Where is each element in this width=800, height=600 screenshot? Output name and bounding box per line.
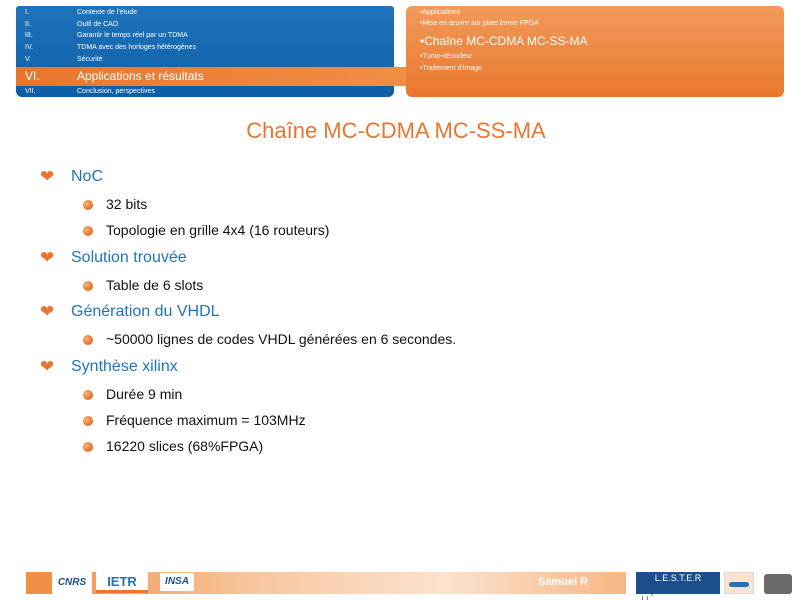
outline-panel [16, 6, 394, 97]
outline-item[interactable] [16, 86, 394, 98]
insa-logo: INSA [160, 573, 194, 591]
slide-nav-button[interactable] [764, 574, 792, 594]
orange-dot-icon [83, 442, 93, 452]
subsection-item[interactable]: •Mise en œuvre sur plate forme FPGA [420, 20, 539, 27]
heart-bullet-icon: ❤ [40, 167, 55, 186]
wave-icon [729, 582, 749, 587]
heart-bullet-icon: ❤ [40, 248, 55, 267]
subsection-item-current[interactable]: •Chaîne MC-CDMA MC-SS-MA [420, 34, 588, 48]
outline-item-number: I. [25, 9, 29, 16]
orange-dot-icon [83, 200, 93, 210]
orange-dot-icon [83, 335, 93, 345]
orange-dot-icon [83, 390, 93, 400]
outline-item-active[interactable] [16, 67, 413, 86]
subsections-panel [406, 6, 784, 97]
outline-item-label: Garantir le temps réel par un TDMA [77, 32, 188, 39]
slide-title: Chaîne MC-CDMA MC-SS-MA [246, 118, 546, 143]
outline-item-label: Conclusion, perspectives [77, 88, 155, 95]
subsection-item[interactable]: •Traitement d'image [420, 65, 482, 72]
subsection-item[interactable]: •Applications [420, 9, 461, 16]
outline-item[interactable] [16, 30, 394, 42]
bullet-item-label: Durée 9 min [106, 386, 183, 402]
orange-dot-icon [83, 226, 93, 236]
cnrs-logo: CNRS [52, 572, 92, 594]
heart-bullet-icon: ❤ [40, 357, 55, 376]
bullet-item-label: Table de 6 slots [106, 277, 204, 293]
bullet-item-label: Topologie en grille 4x4 (16 routeurs) [106, 222, 330, 238]
outline-item[interactable] [16, 54, 394, 66]
bullet-heading-label: Synthèse xilinx [71, 358, 178, 375]
footer-square [26, 572, 52, 594]
orange-dot-icon [83, 416, 93, 426]
outline-item-label: Contexte de l'étude [77, 9, 138, 16]
bullet-item-label: ~50000 lignes de codes VHDL générées en 6 secondes. [106, 331, 457, 347]
outline-item-number: II. [25, 21, 31, 28]
bullet-heading-label: NoC [71, 168, 104, 185]
lester-logo: L.E.S.T.E.R [636, 572, 720, 594]
outline-item-number: VII. [25, 88, 36, 95]
orange-dot-icon [83, 281, 93, 291]
ubs-logo [724, 572, 754, 594]
outline-item-label: Sécurité [77, 56, 103, 63]
bullet-item-label: 16220 slices (68%FPGA) [106, 438, 264, 454]
outline-item-number: IV. [25, 44, 33, 51]
outline-item-label: Outil de CAO [77, 21, 119, 28]
subsection-item[interactable]: •Turbo-décodeur [420, 53, 472, 60]
outline-item[interactable] [16, 42, 394, 54]
heart-bullet-icon: ❤ [40, 302, 55, 321]
outline-item[interactable] [16, 7, 394, 19]
bullet-heading-label: Génération du VHDL [71, 303, 220, 320]
outline-item-label: TDMA avec des horloges hétérogènes [77, 44, 197, 51]
ietr-logo: IETR [96, 571, 148, 593]
bullet-item-label: Fréquence maximum = 103MHz [106, 412, 306, 428]
nav-marks-icon: ╷╷╵ [640, 592, 655, 600]
outline-item-number: V. [25, 56, 31, 63]
bullet-heading-label: Solution trouvée [71, 249, 187, 266]
bullet-item-label: 32 bits [106, 196, 148, 212]
outline-item-label: Applications et résultats [77, 69, 204, 83]
outline-item-number: VI. [25, 69, 40, 83]
author-name: Samuel R [538, 576, 589, 588]
outline-item-number: III. [25, 32, 33, 39]
